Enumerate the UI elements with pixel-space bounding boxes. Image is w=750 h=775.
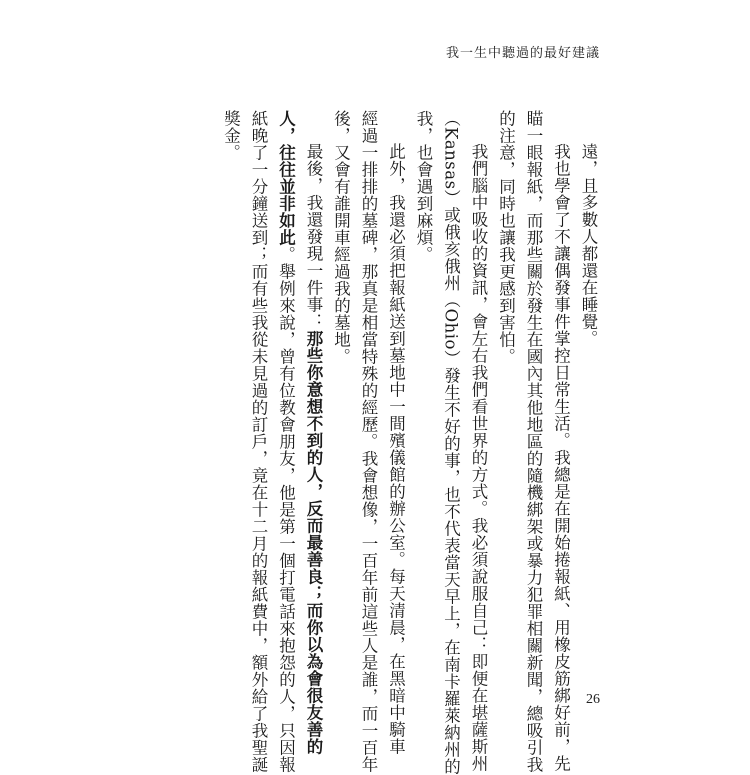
text-column: 遠，且多數人都還在睡覺。 — [579, 143, 598, 347]
text-column: 此外，我還必須把報紙送到墓地中一間殯儀館的辦公室。每天清晨，在黑暗中騎車 — [386, 143, 406, 755]
text-column: 紙晚了一分鐘送到；而有些我從未見過的訂戶，竟在十二月的報紙費中，額外給了我聖誕 — [249, 110, 268, 773]
text-column: 我也學會了不讓偶發事件掌控日常生活。我總是在開始捲報紙、用橡皮筋綁好前，先 — [551, 143, 571, 772]
text-column: 我們腦中吸收的資訊，會左右我們看世界的方式。我必須說服自己：即便在堪薩斯州 — [469, 143, 488, 772]
text-column: 的注意，同時也讓我更感到害怕。 — [496, 110, 516, 365]
page-number: 26 — [586, 692, 600, 707]
running-header: 我一生中聽過的最好建議 — [445, 46, 600, 61]
text-column: 獎金。 — [221, 110, 241, 161]
emphasis-text: 那些你意想不到的人，反而最善良；而你以為會很友善的 — [304, 330, 323, 755]
text-column — [272, 110, 300, 773]
text-run: 最後，我還發現一件事： — [304, 143, 323, 330]
text-column: （Kansas）或俄亥俄州（Ohio）發生不好的事，也不代表當天早上，在南卡羅萊納州的 — [441, 110, 461, 775]
text-column — [300, 110, 328, 755]
text-column: 我，也會遇到麻煩。 — [414, 110, 433, 263]
text-column: 後，又會有誰開車經過我的墓地。 — [331, 110, 351, 365]
emphasis-text: 人，往往並非如此 — [276, 110, 296, 246]
text-column: 瞄一眼報紙，而那些關於發生在國內其他地區的隨機綁架或暴力犯罪相關新聞，總吸引我 — [524, 110, 543, 773]
text-run: 。舉例來說，曾有位教會朋友，他是第一個打電話來抱怨的人，只因報 — [276, 246, 296, 773]
text-column: 經過一排排的墓碑，那真是相當特殊的經歷。我會想像，一百年前這些人是誰，而一百年 — [359, 110, 378, 773]
